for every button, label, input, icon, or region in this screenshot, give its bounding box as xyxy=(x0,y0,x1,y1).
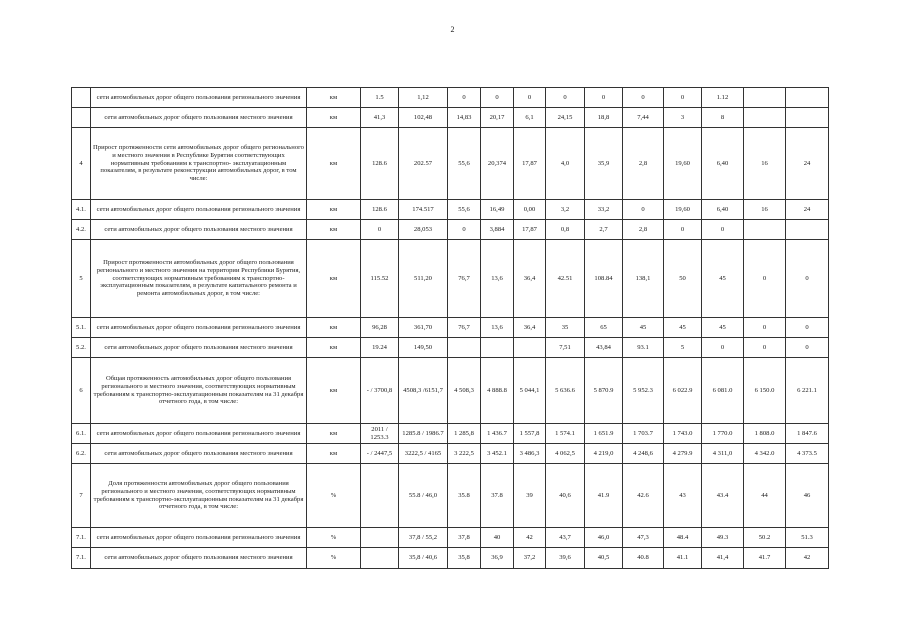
value-cell: 0 xyxy=(585,88,623,108)
value-cell: 55.8 / 46,0 xyxy=(399,464,448,528)
value-cell: 0 xyxy=(361,220,399,240)
row-description: сети автомобильных дорог общего пользования местного значения xyxy=(91,338,307,358)
value-cell: 42 xyxy=(514,528,546,548)
value-cell: 1 285,8 xyxy=(448,424,481,444)
value-cell: 5 952.3 xyxy=(623,358,664,424)
value-cell xyxy=(786,108,829,128)
row-number xyxy=(72,108,91,128)
value-cell: 0 xyxy=(744,240,786,318)
value-cell: 0 xyxy=(702,338,744,358)
value-cell: 0 xyxy=(546,88,585,108)
value-cell: 40 xyxy=(481,528,514,548)
row-description: сети автомобильных дорог общего пользования регионального значения xyxy=(91,200,307,220)
value-cell: 4 311,0 xyxy=(702,444,744,464)
value-cell: 35,8 xyxy=(448,548,481,569)
value-cell: 35,8 / 40,6 xyxy=(399,548,448,569)
value-cell: 0 xyxy=(702,220,744,240)
value-cell: 0 xyxy=(481,88,514,108)
value-cell: 0 xyxy=(664,220,702,240)
value-cell: 0 xyxy=(514,88,546,108)
value-cell: 1 847.6 xyxy=(786,424,829,444)
table-row xyxy=(72,240,829,318)
value-cell: 1.12 xyxy=(702,88,744,108)
table-row xyxy=(72,200,829,220)
value-cell: 6,40 xyxy=(702,200,744,220)
row-unit: км xyxy=(307,128,361,200)
value-cell: 1,12 xyxy=(399,88,448,108)
value-cell: 0 xyxy=(664,88,702,108)
row-description: сети автомобильных дорог общего пользования местного значения xyxy=(91,548,307,569)
value-cell: 8 xyxy=(702,108,744,128)
value-cell: 3 xyxy=(664,108,702,128)
value-cell: 37.8 xyxy=(481,464,514,528)
row-description: Прирост протяженности сети автомобильных дорог общего регионального и местного значения в Республике Бурятия соответствующих нормативным требованиям к транспортно- эксплуатационным показателям, в результате реконструкции автомобильных дорог, в том числе: xyxy=(91,128,307,200)
value-cell: 149,50 xyxy=(399,338,448,358)
value-cell: 4,0 xyxy=(546,128,585,200)
value-cell: 6 221.1 xyxy=(786,358,829,424)
value-cell: - / 2447,5 xyxy=(361,444,399,464)
row-description: сети автомобильных дорог общего пользования регионального значения xyxy=(91,424,307,444)
value-cell xyxy=(744,108,786,128)
table-row xyxy=(72,88,829,108)
value-cell: 36,4 xyxy=(514,318,546,338)
row-unit: км xyxy=(307,200,361,220)
value-cell: 4 062,5 xyxy=(546,444,585,464)
row-description: сети автомобильных дорог общего пользования регионального значения xyxy=(91,528,307,548)
value-cell: 42.51 xyxy=(546,240,585,318)
value-cell: 37,8 xyxy=(448,528,481,548)
value-cell: 0 xyxy=(786,318,829,338)
row-description: Общая протяженность автомобильных дорог общего пользования регионального и местного значения, соответствующих нормативным требованиям к транспортно-эксплуатационным показателям на 31 декабря отчетного года, в том числе: xyxy=(91,358,307,424)
value-cell: 17,87 xyxy=(514,128,546,200)
value-cell: 6,40 xyxy=(702,128,744,200)
value-cell: 6 022.9 xyxy=(664,358,702,424)
value-cell: 55,6 xyxy=(448,200,481,220)
value-cell: 4508,3 /6151,7 xyxy=(399,358,448,424)
row-description: сети автомобильных дорог общего пользования местного значения xyxy=(91,220,307,240)
row-number: 6 xyxy=(72,358,91,424)
table-row xyxy=(72,444,829,464)
value-cell: 3 452.1 xyxy=(481,444,514,464)
value-cell: 19.24 xyxy=(361,338,399,358)
table-row xyxy=(72,358,829,424)
value-cell: 1.5 xyxy=(361,88,399,108)
value-cell: 40,6 xyxy=(546,464,585,528)
row-unit: км xyxy=(307,424,361,444)
value-cell: 35.8 xyxy=(448,464,481,528)
value-cell: 0 xyxy=(744,318,786,338)
value-cell: 65 xyxy=(585,318,623,338)
value-cell: 1 770.0 xyxy=(702,424,744,444)
table-row xyxy=(72,318,829,338)
value-cell: 41.1 xyxy=(664,548,702,569)
value-cell: 46,0 xyxy=(585,528,623,548)
table-row xyxy=(72,220,829,240)
value-cell: - / 3700,8 xyxy=(361,358,399,424)
value-cell: 2011 / 1253.3 xyxy=(361,424,399,444)
value-cell: 40.8 xyxy=(623,548,664,569)
value-cell xyxy=(481,338,514,358)
table-row xyxy=(72,338,829,358)
value-cell: 42.6 xyxy=(623,464,664,528)
value-cell xyxy=(361,528,399,548)
value-cell: 50 xyxy=(664,240,702,318)
value-cell: 41,4 xyxy=(702,548,744,569)
row-description: Доля протяженности автомобильных дорог общего пользования регионального и местного значения, соответствующих нормативным требованиям к транспортно-эксплуатационным показателям на 31 декабря отчетного года, в том числе: xyxy=(91,464,307,528)
value-cell: 41.7 xyxy=(744,548,786,569)
value-cell: 6 081.0 xyxy=(702,358,744,424)
indicators-table xyxy=(71,87,829,569)
value-cell: 1 743.0 xyxy=(664,424,702,444)
value-cell xyxy=(744,220,786,240)
value-cell: 174.517 xyxy=(399,200,448,220)
row-description: Прирост протяженности автомобильных дорог общего пользования регионального и местного значения на территории Республики Бурятия, соответствующих нормативным требованиям к транспортно-эксплуатационным показателям, в результате капитального ремонта и ремонта автомобильных дорог, в том числе: xyxy=(91,240,307,318)
value-cell: 42 xyxy=(786,548,829,569)
value-cell: 51.3 xyxy=(786,528,829,548)
value-cell: 20,17 xyxy=(481,108,514,128)
value-cell: 55,6 xyxy=(448,128,481,200)
value-cell: 24 xyxy=(786,128,829,200)
value-cell: 102,48 xyxy=(399,108,448,128)
value-cell: 0 xyxy=(786,240,829,318)
value-cell: 44 xyxy=(744,464,786,528)
value-cell: 37,8 / 55,2 xyxy=(399,528,448,548)
value-cell: 4 248,6 xyxy=(623,444,664,464)
value-cell: 2,8 xyxy=(623,220,664,240)
row-unit: км xyxy=(307,88,361,108)
value-cell: 6,1 xyxy=(514,108,546,128)
row-number: 7.1. xyxy=(72,528,91,548)
value-cell: 4 508,3 xyxy=(448,358,481,424)
table-row xyxy=(72,548,829,569)
value-cell: 76,7 xyxy=(448,318,481,338)
value-cell xyxy=(361,548,399,569)
value-cell: 3 486,3 xyxy=(514,444,546,464)
value-cell: 48.4 xyxy=(664,528,702,548)
value-cell: 115.52 xyxy=(361,240,399,318)
value-cell: 202.57 xyxy=(399,128,448,200)
table-row xyxy=(72,424,829,444)
value-cell: 43.4 xyxy=(702,464,744,528)
value-cell: 0,00 xyxy=(514,200,546,220)
value-cell: 41,3 xyxy=(361,108,399,128)
value-cell: 4 279.9 xyxy=(664,444,702,464)
value-cell: 108.84 xyxy=(585,240,623,318)
value-cell: 13,6 xyxy=(481,318,514,338)
value-cell: 49.3 xyxy=(702,528,744,548)
value-cell: 14,83 xyxy=(448,108,481,128)
value-cell: 35 xyxy=(546,318,585,338)
value-cell: 17,87 xyxy=(514,220,546,240)
row-number xyxy=(72,88,91,108)
value-cell: 19,60 xyxy=(664,200,702,220)
value-cell: 16,49 xyxy=(481,200,514,220)
row-description: сети автомобильных дорог общего пользования местного значения xyxy=(91,108,307,128)
value-cell: 43,7 xyxy=(546,528,585,548)
row-number: 7 xyxy=(72,464,91,528)
row-unit: км xyxy=(307,444,361,464)
value-cell: 45 xyxy=(623,318,664,338)
value-cell: 1 703.7 xyxy=(623,424,664,444)
value-cell: 45 xyxy=(702,318,744,338)
row-number: 5.1. xyxy=(72,318,91,338)
value-cell: 128.6 xyxy=(361,200,399,220)
value-cell: 3 222,5 xyxy=(448,444,481,464)
row-unit: % xyxy=(307,464,361,528)
value-cell: 36,9 xyxy=(481,548,514,569)
value-cell: 511,20 xyxy=(399,240,448,318)
value-cell: 0 xyxy=(623,88,664,108)
value-cell: 28,053 xyxy=(399,220,448,240)
value-cell: 24 xyxy=(786,200,829,220)
row-unit: км xyxy=(307,220,361,240)
value-cell: 4 373.5 xyxy=(786,444,829,464)
value-cell xyxy=(361,464,399,528)
value-cell: 0 xyxy=(448,220,481,240)
value-cell: 40,5 xyxy=(585,548,623,569)
value-cell: 7,44 xyxy=(623,108,664,128)
value-cell: 0 xyxy=(786,338,829,358)
value-cell: 36,4 xyxy=(514,240,546,318)
row-number: 4.1. xyxy=(72,200,91,220)
value-cell: 16 xyxy=(744,128,786,200)
value-cell xyxy=(514,338,546,358)
value-cell: 1 574.1 xyxy=(546,424,585,444)
value-cell: 3,884 xyxy=(481,220,514,240)
value-cell xyxy=(448,338,481,358)
row-unit: км xyxy=(307,318,361,338)
value-cell: 1 808.0 xyxy=(744,424,786,444)
value-cell: 47,3 xyxy=(623,528,664,548)
value-cell: 5 044,1 xyxy=(514,358,546,424)
row-unit: % xyxy=(307,528,361,548)
value-cell: 20,374 xyxy=(481,128,514,200)
row-unit: % xyxy=(307,548,361,569)
value-cell: 128.6 xyxy=(361,128,399,200)
value-cell: 19,60 xyxy=(664,128,702,200)
value-cell: 39 xyxy=(514,464,546,528)
value-cell: 43,84 xyxy=(585,338,623,358)
value-cell: 18,8 xyxy=(585,108,623,128)
value-cell: 46 xyxy=(786,464,829,528)
row-description: сети автомобильных дорог общего пользования регионального значения xyxy=(91,318,307,338)
row-number: 5.2. xyxy=(72,338,91,358)
value-cell: 50.2 xyxy=(744,528,786,548)
value-cell: 5 636.6 xyxy=(546,358,585,424)
table-row xyxy=(72,464,829,528)
value-cell: 2,7 xyxy=(585,220,623,240)
row-number: 4.2. xyxy=(72,220,91,240)
value-cell: 39,6 xyxy=(546,548,585,569)
value-cell: 138,1 xyxy=(623,240,664,318)
page-number: 2 xyxy=(450,25,455,34)
row-number: 7.1. xyxy=(72,548,91,569)
value-cell: 361,70 xyxy=(399,318,448,338)
value-cell: 5 870.9 xyxy=(585,358,623,424)
value-cell: 1 557,8 xyxy=(514,424,546,444)
row-unit: км xyxy=(307,358,361,424)
value-cell: 1285.8 / 1986.7 xyxy=(399,424,448,444)
value-cell: 41.9 xyxy=(585,464,623,528)
value-cell: 3222,5 / 4165 xyxy=(399,444,448,464)
value-cell: 16 xyxy=(744,200,786,220)
value-cell: 1 436.7 xyxy=(481,424,514,444)
row-description: сети автомобильных дорог общего пользования регионального значения xyxy=(91,88,307,108)
value-cell: 5 xyxy=(664,338,702,358)
row-unit: км xyxy=(307,338,361,358)
value-cell: 4 342.0 xyxy=(744,444,786,464)
value-cell: 33,2 xyxy=(585,200,623,220)
value-cell xyxy=(786,220,829,240)
value-cell: 0 xyxy=(623,200,664,220)
table-body xyxy=(72,88,829,569)
table-row xyxy=(72,528,829,548)
value-cell: 43 xyxy=(664,464,702,528)
row-number: 4 xyxy=(72,128,91,200)
table-row xyxy=(72,128,829,200)
value-cell: 0,8 xyxy=(546,220,585,240)
value-cell: 0 xyxy=(744,338,786,358)
value-cell: 45 xyxy=(664,318,702,338)
value-cell: 4 888.8 xyxy=(481,358,514,424)
value-cell: 1 651.9 xyxy=(585,424,623,444)
table-row xyxy=(72,108,829,128)
value-cell: 93.1 xyxy=(623,338,664,358)
value-cell: 6 150.0 xyxy=(744,358,786,424)
value-cell: 45 xyxy=(702,240,744,318)
row-number: 6.1. xyxy=(72,424,91,444)
value-cell: 76,7 xyxy=(448,240,481,318)
row-number: 5 xyxy=(72,240,91,318)
value-cell xyxy=(786,88,829,108)
row-unit: км xyxy=(307,108,361,128)
value-cell: 13,6 xyxy=(481,240,514,318)
value-cell xyxy=(744,88,786,108)
value-cell: 24,15 xyxy=(546,108,585,128)
value-cell: 2,8 xyxy=(623,128,664,200)
row-number: 6.2. xyxy=(72,444,91,464)
value-cell: 37,2 xyxy=(514,548,546,569)
value-cell: 96,28 xyxy=(361,318,399,338)
value-cell: 35,9 xyxy=(585,128,623,200)
value-cell: 0 xyxy=(448,88,481,108)
row-unit: км xyxy=(307,240,361,318)
value-cell: 7,51 xyxy=(546,338,585,358)
value-cell: 4 219,0 xyxy=(585,444,623,464)
value-cell: 3,2 xyxy=(546,200,585,220)
row-description: сети автомобильных дорог общего пользования местного значения xyxy=(91,444,307,464)
